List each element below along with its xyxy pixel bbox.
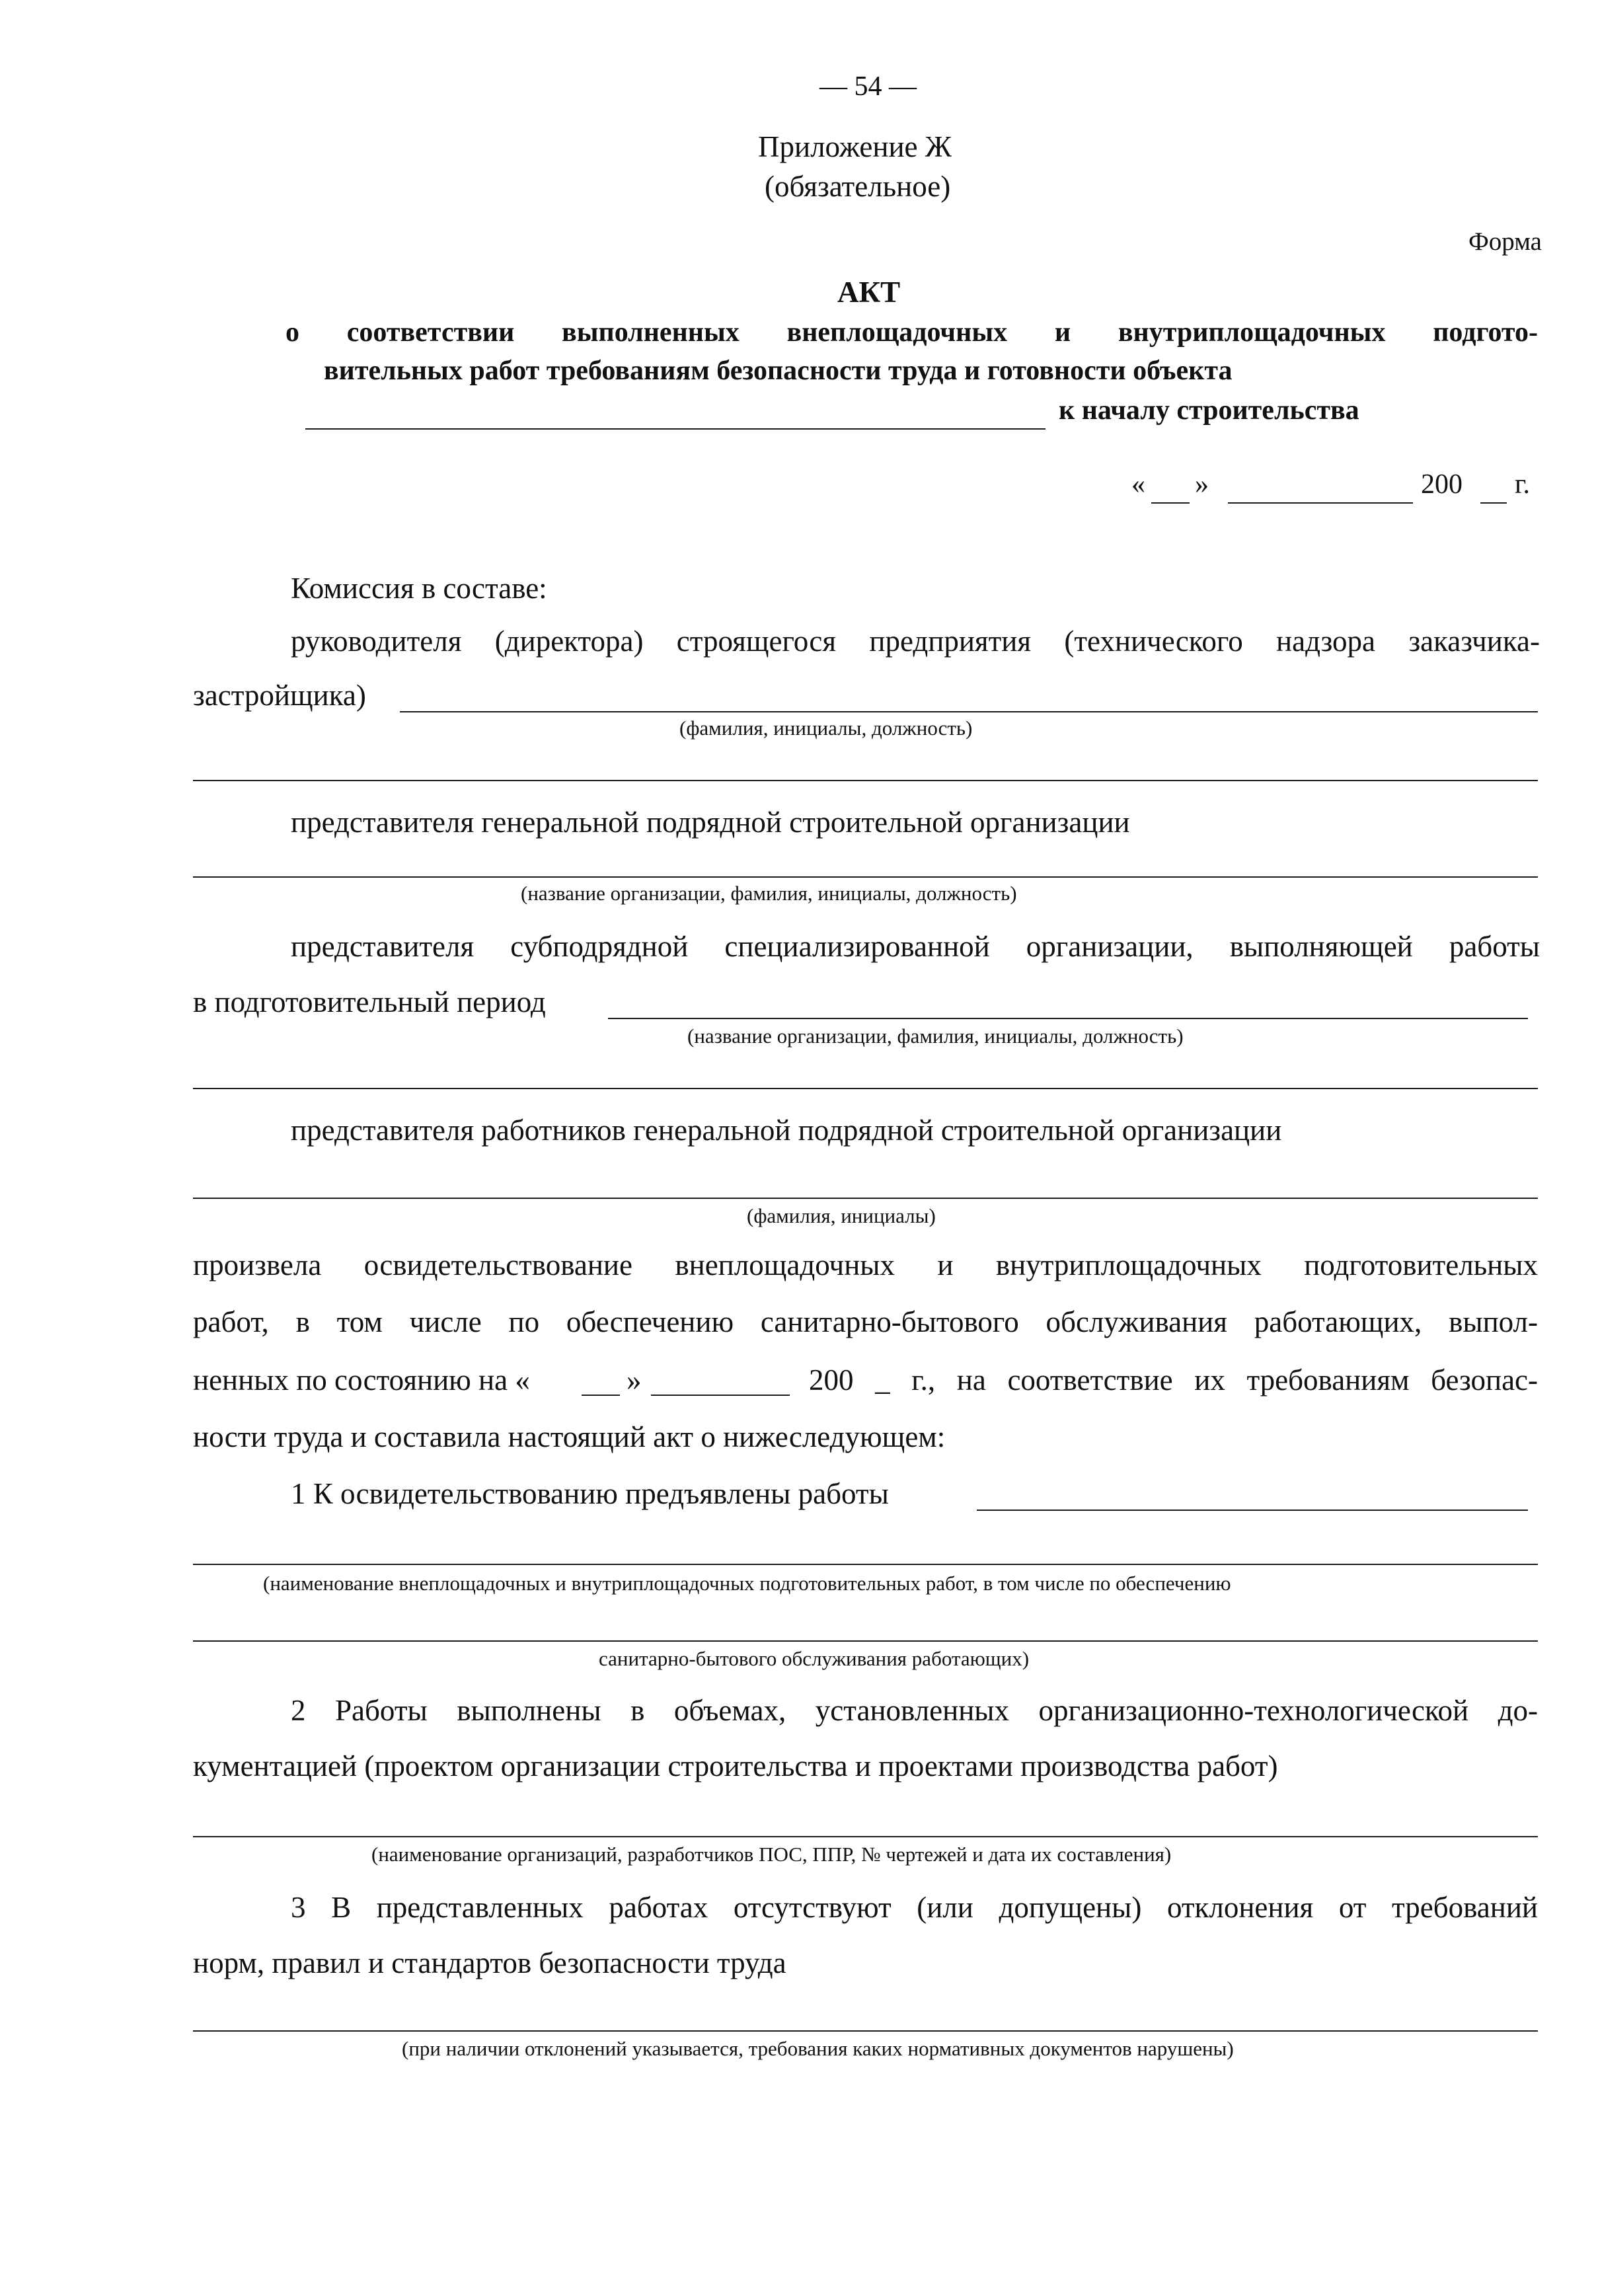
director-extra-line[interactable] — [193, 780, 1538, 781]
subcontractor-caption: (название организации, фамилия, инициалы, должность) — [687, 1024, 1184, 1048]
body-line2: работ, в том числе по обеспечению санитарно-бытового обслуживания работающих, выпол- — [193, 1305, 1538, 1338]
director-line1: руководителя (директора) строящегося предприятия (технического надзора заказчика- — [291, 625, 1540, 658]
body-day-line[interactable] — [582, 1395, 620, 1396]
body-line3-b: » — [627, 1363, 642, 1397]
item1-label: 1 К освидетельствованию предъявлены работы — [291, 1477, 889, 1510]
general-contractor-line[interactable] — [193, 876, 1538, 878]
page-number: — 54 — — [819, 71, 917, 102]
date-year-prefix: 200 — [1421, 469, 1463, 500]
date-day-line[interactable] — [1151, 502, 1190, 504]
director-line2: застройщика) — [193, 679, 366, 712]
item2-line1: 2 Работы выполнены в объемах, установленных организационно-технологической до- — [291, 1694, 1538, 1727]
workers-rep-label: представителя работников генеральной подрядной строительной организации — [291, 1114, 1282, 1147]
date-year-suffix: г. — [1515, 469, 1530, 500]
item1-line3[interactable] — [193, 1640, 1538, 1642]
appendix-note: (обязательное) — [765, 170, 951, 203]
date-year-line[interactable] — [1480, 502, 1507, 504]
item3-caption: (при наличии отклонений указывается, требования каких нормативных документов нарушены) — [402, 2037, 1234, 2060]
general-contractor-label: представителя генеральной подрядной строительной организации — [291, 806, 1130, 839]
form-label: Форма — [1468, 227, 1542, 256]
act-title: АКТ — [837, 276, 901, 309]
item3-line[interactable] — [193, 2030, 1538, 2032]
director-name-line[interactable] — [400, 711, 1538, 712]
subcontractor-line2: в подготовительный период — [193, 985, 546, 1018]
date-month-line[interactable] — [1228, 502, 1413, 504]
date-open-quote: « — [1131, 469, 1145, 500]
appendix-title: Приложение Ж — [758, 130, 952, 163]
body-line3-c: 200 _ г., на соответствие их требованиям безопас- — [809, 1363, 1538, 1397]
subcontractor-extra-line[interactable] — [193, 1088, 1538, 1089]
object-name-line[interactable] — [305, 428, 1046, 430]
item1-line[interactable] — [977, 1510, 1528, 1511]
item2-caption: (наименование организаций, разработчиков ПОС, ППР, № чертежей и дата их составления) — [371, 1843, 1172, 1866]
act-subtitle-line2: вительных работ требованиям безопасности труда и готовности объекта — [324, 356, 1233, 386]
commission-intro: Комиссия в составе: — [291, 572, 547, 605]
item3-line1: 3 В представленных работах отсутствуют (или допущены) отклонения от требований — [291, 1891, 1538, 1924]
subcontractor-name-line[interactable] — [608, 1018, 1528, 1019]
item1-caption1: (наименование внеплощадочных и внутриплощадочных подготовительных работ, в том числе по обеспечению — [263, 1572, 1231, 1595]
item1-caption2: санитарно-бытового обслуживания работающих) — [599, 1647, 1030, 1670]
workers-rep-line[interactable] — [193, 1198, 1538, 1199]
workers-rep-caption: (фамилия, инициалы) — [747, 1204, 936, 1227]
item2-line[interactable] — [193, 1836, 1538, 1837]
body-line3-a: ненных по состоянию на « — [193, 1363, 530, 1397]
body-line1: произвела освидетельствование внеплощадочных и внутриплощадочных подготовительных — [193, 1248, 1538, 1282]
body-month-line[interactable] — [651, 1395, 790, 1396]
item2-line2: кументацией (проектом организации строительства и проектами производства работ) — [193, 1749, 1278, 1782]
director-caption: (фамилия, инициалы, должность) — [679, 716, 973, 740]
act-subtitle-line3: к началу строительства — [1059, 395, 1359, 426]
date-close-quote: » — [1195, 469, 1209, 500]
general-contractor-caption: (название организации, фамилия, инициалы, должность) — [521, 882, 1017, 905]
item3-line2: норм, правил и стандартов безопасности труда — [193, 1946, 786, 1979]
subcontractor-line1: представителя субподрядной специализированной организации, выполняющей работы — [291, 930, 1540, 963]
act-subtitle-line1: о соответствии выполненных внеплощадочных и внутриплощадочных подгото- — [285, 317, 1538, 348]
item1-line2[interactable] — [193, 1564, 1538, 1565]
body-line4: ности труда и составила настоящий акт о нижеследующем: — [193, 1420, 946, 1453]
